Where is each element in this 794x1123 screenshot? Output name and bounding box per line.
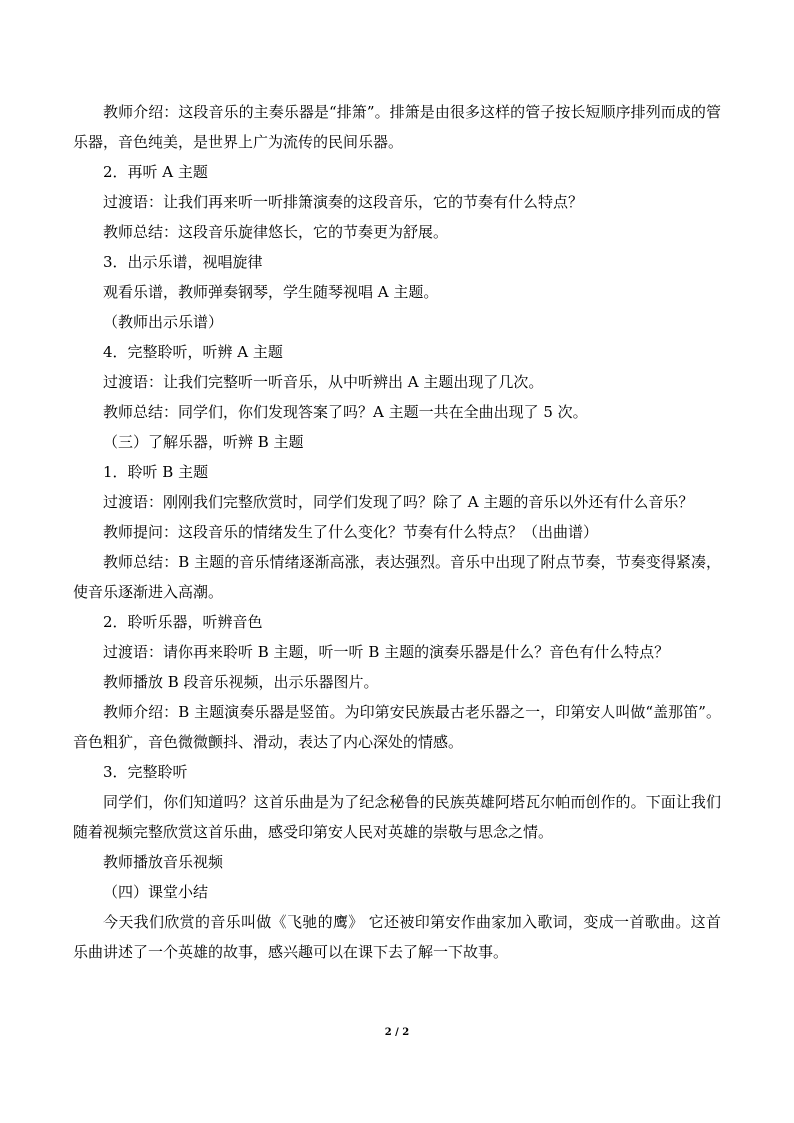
section-heading: （四）课堂小结 — [103, 883, 209, 901]
paragraph: 教师总结：B 主题的音乐情绪逐渐高涨，表达强烈。音乐中出现了附点节奏，节奏变得紧凑，使音乐逐渐进入高潮。 — [73, 553, 721, 601]
paragraph: 教师总结：同学们，你们发现答案了吗？A 主题一共在全曲出现了 5 次。 — [103, 403, 588, 421]
paragraph: 今天我们欣赏的音乐叫做《飞驰的鹰》 它还被印第安作曲家加入歌词，变成一首歌曲。这首乐曲讲述了一个英雄的故事，感兴趣可以在课下去了解一下故事。 — [73, 913, 721, 961]
paragraph: 过渡语：请你再来聆听 B 主题，听一听 B 主题的演奏乐器是什么？音色有什么特点？ — [103, 643, 670, 661]
paragraph: 教师介绍：B 主题演奏乐器是竖笛。为印第安民族最古老乐器之一，印第安人叫做“盖那笛”。音色粗犷，音色微微颤抖、滑动，表达了内心深处的情感。 — [73, 703, 721, 751]
paragraph: 2．再听 A 主题 — [103, 163, 208, 181]
paragraph: 3．完整聆听 — [103, 763, 188, 781]
paragraph: 观看乐谱，教师弹奏钢琴，学生随琴视唱 A 主题。 — [103, 283, 439, 301]
paragraph: 教师总结：这段音乐旋律悠长，它的节奏更为舒展。 — [103, 223, 449, 241]
paragraph: 同学们，你们知道吗？这首乐曲是为了纪念秘鲁的民族英雄阿塔瓦尔帕而创作的。下面让我们随着视频完整欣赏这首乐曲，感受印第安人民对英雄的崇敬与思念之情。 — [73, 793, 721, 841]
section-heading: （三）了解乐器，听辨 B 主题 — [103, 433, 304, 451]
page-number: 2 / 2 — [384, 1027, 410, 1038]
paragraph: 4．完整聆听，听辨 A 主题 — [103, 343, 283, 361]
paragraph: 教师介绍：这段音乐的主奏乐器是“排箫”。排箫是由很多这样的管子按长短顺序排列而成的管乐器，音色纯美，是世界上广为流传的民间乐器。 — [73, 103, 721, 151]
paragraph: 3．出示乐谱，视唱旋律 — [103, 253, 263, 271]
document-body — [73, 97, 721, 967]
paragraph: 1．聆听 B 主题 — [103, 463, 209, 481]
paragraph: 过渡语：让我们再来听一听排箫演奏的这段音乐，它的节奏有什么特点？ — [103, 193, 584, 211]
paragraph: 过渡语：刚刚我们完整欣赏时，同学们发现了吗？除了 A 主题的音乐以外还有什么音乐？ — [103, 493, 694, 511]
paragraph: 教师播放 B 段音乐视频，出示乐器图片。 — [103, 673, 379, 691]
paragraph: 教师提问：这段音乐的情绪发生了什么变化？节奏有什么特点？（出曲谱） — [103, 523, 599, 541]
paragraph: 教师播放音乐视频 — [103, 853, 224, 871]
paragraph: 2．聆听乐器，听辨音色 — [103, 613, 263, 631]
paragraph: （教师出示乐谱） — [103, 313, 224, 331]
paragraph: 过渡语：让我们完整听一听音乐，从中听辨出 A 主题出现了几次。 — [103, 373, 544, 391]
